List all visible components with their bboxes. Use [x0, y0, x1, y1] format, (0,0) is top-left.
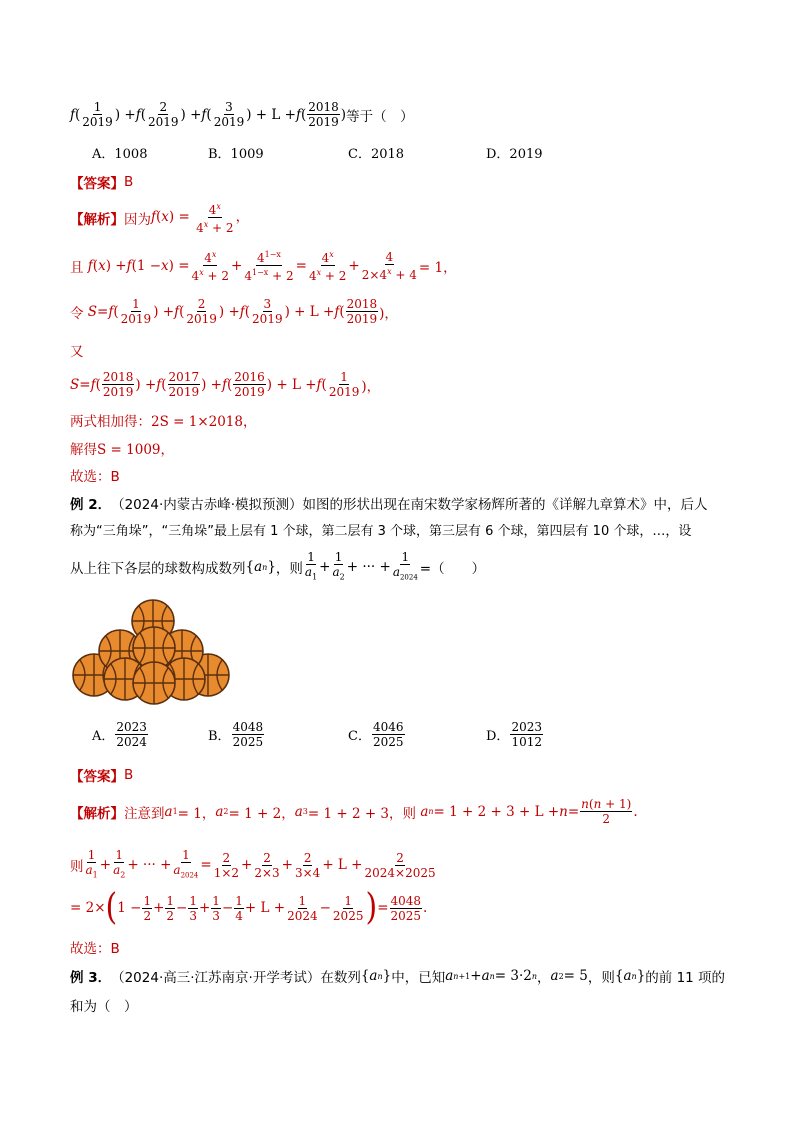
q2-option-a-den: 2024 — [116, 735, 147, 749]
q2-option-c-letter: C． — [348, 729, 371, 744]
q2-source: （2024·内蒙古赤峰·模拟预测） — [111, 497, 303, 513]
q2-option-d — [486, 720, 544, 749]
q2-line3: 从上往下各层的球数构成数列 { a n } ，则 $\frac{1}{a_1}$ + $\frac{1}{a_2}$ + ··· + $\frac{1}{a_{2024}}$ =（ ） — [70, 550, 486, 582]
q2-line2: 称为“三角垛”，“三角垛”最上层有 1 个球，第二层有 3 个球，第三层有 6 个球，第四层有 10 个球，…，设 — [70, 524, 692, 539]
q2-option-b-den: 2025 — [232, 735, 264, 749]
q2-option-d-num: 2023 — [511, 720, 542, 734]
q1-let-line: 令 S = f ( $\frac{1}{2019}$ ) + f ( $\frac{2}{2019}$ ) + f ( $\frac{3}{2019}$ ) + L + f ( $\frac{2018}{2019}$ )， — [70, 297, 398, 326]
q2-answer-value: B — [124, 767, 134, 783]
q2-telescope-line: = 2× ( 1 − $\frac{1}{2}$ + $\frac{1}{2}$ − $\frac{1}{3}$ + $\frac{1}{3}$ − $\frac{1}{4}$ + L + $\frac{1}{2024}$ − $\frac{1}{2025}$ ) = $\frac{4048}{2025}$ . — [70, 886, 428, 929]
q2-option-a — [92, 720, 149, 749]
q3-text5: 和为（ ） — [70, 999, 138, 1015]
q2-answer — [70, 765, 133, 785]
q1-analysis-label: 【解析】 — [70, 211, 124, 228]
q1-analysis-line: 【解析】 因为 f(x) = $\frac{4^x}{4^x + 2}$ ， — [70, 202, 250, 235]
q2-option-d-letter: D． — [486, 729, 510, 744]
q2-option-c-num: 4046 — [372, 720, 404, 734]
q1-solve-label: 解得 — [70, 442, 97, 458]
q1-expr-tail: 等于（ ） — [346, 108, 414, 125]
q1-solve-line — [70, 438, 174, 458]
q1-option-c: C．2018 — [348, 147, 405, 162]
q1-option-d: D．2019 — [486, 147, 543, 162]
q2-sum-line: 则 $\frac{1}{a_1}$ + $\frac{1}{a_2}$ + ··· + $\frac{1}{a_{2024}}$ = $\frac{2}{1\times 2}$ + $\frac{2}{2\times 3}$ + $\frac{2}{3\times 4}$ + L + $\frac{2}{2024\times 2025}$ — [70, 848, 436, 880]
basketball-pyramid-illustration — [70, 595, 235, 705]
q3-line1: 例 3． （2024·高三·江苏南京·开学考试） 在数列 { a n } 中，已知 a n+1 + a n = 3·2 n ， a 2 = 5 ，则 { a n } 的前 11 项的 — [70, 968, 726, 986]
q1-answer-value: B — [124, 174, 134, 190]
q1-option-b: B．1009 — [208, 147, 264, 162]
q2-option-b-num: 4048 — [232, 720, 264, 734]
q2-then-word: 则 — [70, 859, 84, 876]
q1-add-line — [70, 410, 257, 430]
q2-option-a-letter: A． — [92, 729, 115, 744]
q2-choose: 故选：B — [70, 941, 120, 957]
q2-option-d-den: 1012 — [511, 735, 542, 749]
q1-and: 且 — [70, 259, 84, 276]
q2-analysis-line: 【解析】 注意到 a 1 = 1， a 2 = 1 + 2， a 3 = 1 + 2 + 3，则 a n = 1 + 2 + 3 + L + n = $\frac{n(n + 1)}{2}$ . — [70, 797, 638, 826]
q3-text3: ，则 — [587, 970, 615, 986]
q3-text2: 中，已知 — [391, 970, 446, 986]
q2-line1 — [70, 493, 708, 513]
q1-add-expr: 2S = 1×2018， — [151, 414, 257, 430]
q2-label: 例 2． — [70, 497, 112, 513]
q1-answer-label: 【答案】 — [70, 176, 124, 192]
q2-option-c — [348, 720, 406, 749]
q2-analysis-label: 【解析】 — [70, 805, 124, 822]
q1-expression: f ( $\frac{1}{2019}$ ) + f ( $\frac{2}{2019}$ ) + f ( $\frac{3}{2019}$ ) + L + f ( $\frac{2018}{2019}$ ) 等于（ ） — [70, 100, 414, 129]
q1-solve-expr: S = 1009， — [97, 442, 174, 458]
q2-option-a-num: 2023 — [116, 720, 147, 734]
q1-because: 因为 — [124, 211, 151, 228]
q1-add-label: 两式相加得： — [70, 414, 151, 430]
q1-identity-line: 且 f ( x ) + f (1 − x ) = $\frac{4^x}{4^x + 2}$ + $\frac{4^{1-x}}{4^{1-x} + 2}$ = $\frac{4^x}{4^x + 2}$ + $\frac{4}{2\times 4^x + 4}$ = 1， — [70, 249, 457, 283]
q2-paren: =（ ） — [419, 561, 486, 578]
q3-label: 例 3． — [70, 970, 112, 986]
q2-answer-label: 【答案】 — [70, 769, 124, 785]
q1-choose: 故选：B — [70, 469, 120, 485]
q2-option-c-den: 2025 — [372, 735, 404, 749]
q3-text1: 在数列 — [320, 970, 361, 986]
q2-text3: 从上往下各层的球数构成数列 — [70, 561, 246, 578]
q2-text1: 如图的形状出现在南宋数学家杨辉所著的《详解九章算术》中，后人 — [302, 497, 708, 513]
q2-then: ，则 — [275, 561, 303, 578]
q2-option-b — [208, 720, 265, 749]
q3-source: （2024·高三·江苏南京·开学考试） — [111, 970, 321, 986]
q2-notice: 注意到 — [124, 805, 165, 822]
q1-reverse-line: S = f ( $\frac{2018}{2019}$ ) + f ( $\frac{2017}{2019}$ ) + f ( $\frac{2016}{2019}$ ) + L + f ( $\frac{1}{2019}$ )， — [70, 370, 381, 399]
q2-option-b-letter: B． — [208, 729, 231, 744]
q1-also: 又 — [70, 344, 84, 360]
q1-option-a: A．1008 — [92, 147, 148, 162]
q1-let: 令 — [70, 305, 84, 322]
q3-text4: 的前 11 项的 — [645, 970, 726, 986]
q1-answer — [70, 172, 133, 192]
